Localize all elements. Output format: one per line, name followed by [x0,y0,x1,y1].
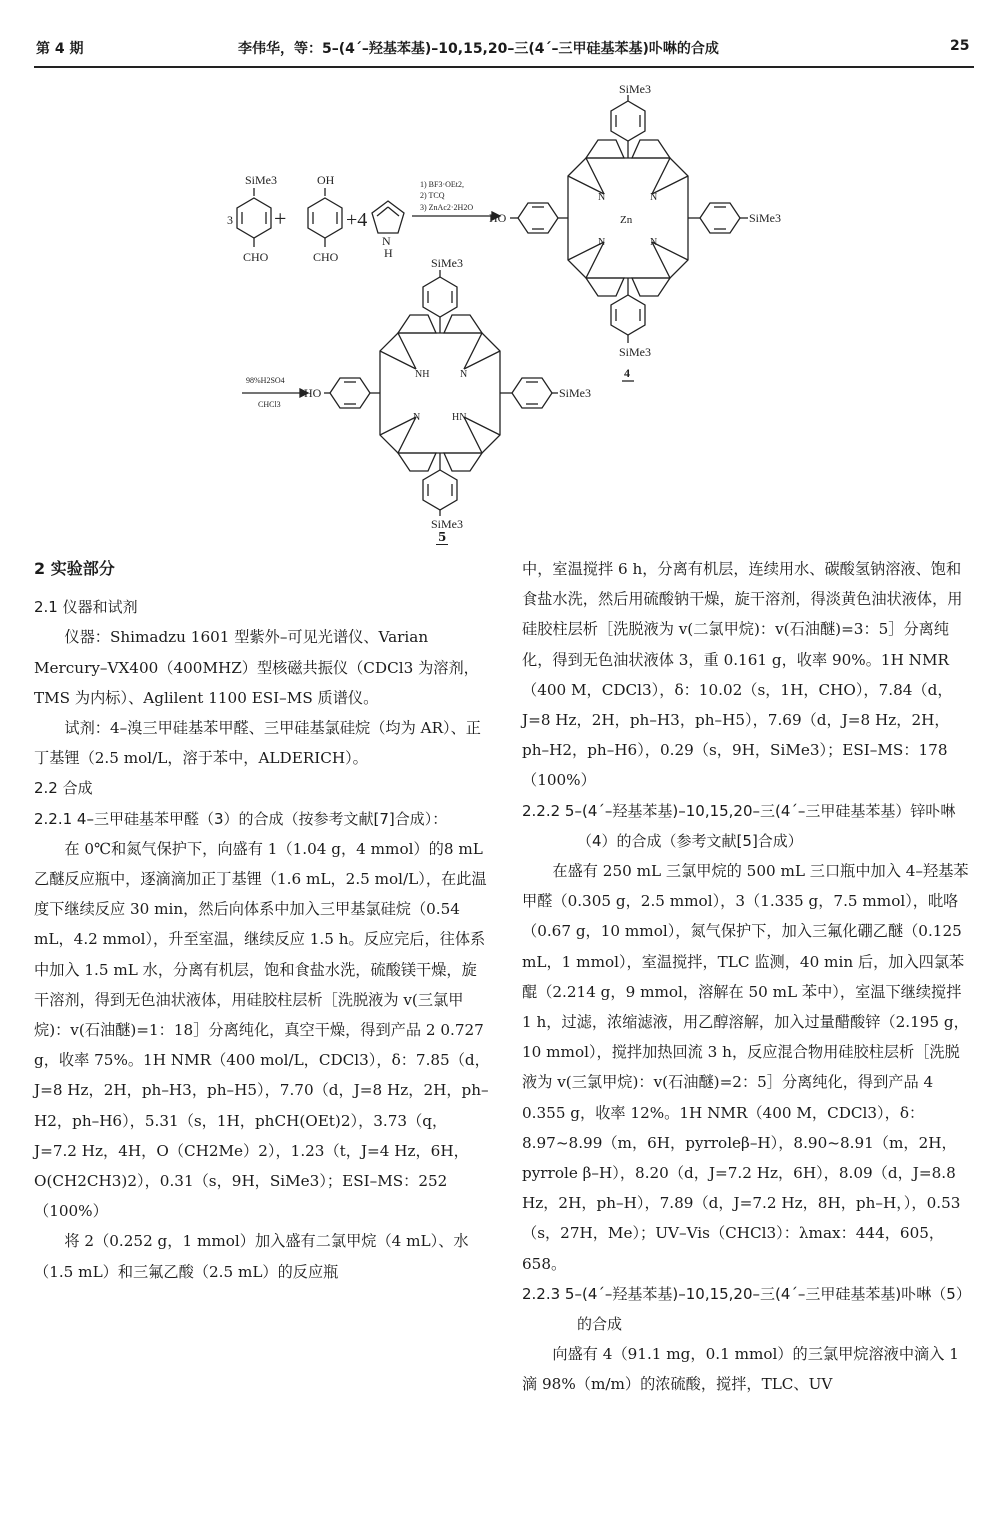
section-heading: 2 实验部分 [34,559,115,578]
page-number: 25 [950,38,970,54]
reactant-aldehyde-tms [237,188,271,247]
p4-right-sime3: SiMe3 [749,211,782,225]
p4-ho: HO [489,211,507,225]
condition-4: 98%H2SO4 [246,376,285,385]
p4-n-4: N [650,237,658,248]
reaction-scheme [0,85,1000,535]
p4-n-2: N [650,192,658,203]
p5-right-sime3: SiMe3 [559,386,592,400]
pyrrole-n: N [382,234,391,248]
p5-nh: NH [415,369,430,380]
p5-n-1: N [460,369,468,380]
paragraph: 试剂：4–溴三甲硅基苯甲醛、三甲硅基氯硅烷（均为 AR）、正丁基锂（2.5 mol/L，溶于苯中，ALDERICH）。 [34,719,481,768]
paragraph: 向盛有 4（91.1 mg，0.1 mmol）的三氯甲烷溶液中滴入 1 滴 98%（m/m）的浓硫酸，搅拌，TLC、UV [522,1345,959,1394]
reactant1-cho: CHO [243,250,269,264]
subsection-heading: 2.2 合成 [34,779,93,798]
pyrrole-h: H [384,246,393,260]
paragraph: 中，室温搅拌 6 h，分离有机层，连续用水、碳酸氢钠溶液、饱和食盐水洗，然后用硫酸钠干燥，旋干溶剂，得淡黄色油状液体，用硅胶柱层析［洗脱液为 v(二氯甲烷)：v(石油醚)=3：5］分离纯化，得到无色油状液体 3，重 0.161 g，收率 90%。1H NMR（400 M，CDCl3），δ：10.02（s，1H，CHO），7.84（d，J=8 Hz，2H，ph–H3，ph–H5），7.69（d，J=8 Hz，2H，ph–H2，ph–H6），0.29（s，9H，SiMe3）；ESI–MS：178（100%） [522,560,963,790]
p4-n-1: N [598,192,606,203]
p5-ho: HO [304,386,322,400]
paragraph: 在 0℃和氮气保护下，向盛有 1（1.04 g，4 mmol）的8 mL 乙醚反应瓶中，逐滴滴加正丁基锂（1.6 mL，2.5 mol/L），在此温度下继续反应 30 min，然后向体系中加入三甲基氯硅烷（0.54 mL，4.2 mmol），升至室温，继续反应 1.5 h。反应完后，往体系中加入 1.5 mL 水，分离有机层，饱和食盐水洗，硫酸镁干燥，旋干溶剂，得到无色油状液体，用硅胶柱层析［洗脱液为 v(三氯甲烷)：v(石油醚)=1：18］分离纯化，真空干燥，得到产品 2 0.727 g，收率 75%。1H NMR（400 mol/L，CDCl3），δ：7.85（d，J=8 Hz，2H，ph–H3，ph–H5），7.70（d，J=8 Hz，2H，ph–H2，ph–H6），5.31（s，1H，phCH(OEt)2），3.73（q，J=7.2 Hz，4H，O（CH2Me）2），1.23（t，J=4 Hz，6H，O(CH2CH3)2），0.31（s，9H，SiMe3）；ESI–MS：252（100%） [34,839,490,1221]
issue-number: 第 4 期 [36,41,84,57]
condition-1: 1) BF3·OEt2, [420,180,464,189]
reactant1-coefficient: 3 [227,213,233,227]
subsubsection-heading: 2.2.1 4–三甲硅基苯甲醛（3）的合成（按参考文献[7]合成）： [34,809,448,828]
right-column [522,554,974,1400]
condition-3: 3) ZnAc2·2H2O [420,203,474,212]
compound-label-5: 5 [438,530,447,544]
reactant1-sime3: SiMe3 [245,173,278,187]
condition-2: 2) TCQ [420,191,445,200]
subsection-heading: 2.1 仪器和试剂 [34,598,138,617]
pyrrole-ring [372,201,404,233]
p4-top-sime3: SiMe3 [619,85,652,96]
p5-top-sime3: SiMe3 [431,256,464,270]
p5-n-2: N [413,412,421,423]
p5-bottom-sime3: SiMe3 [431,517,464,531]
paragraph: 将 2（0.252 g，1 mmol）加入盛有二氯甲烷（4 mL）、水（1.5 mL）和三氟乙酸（2.5 mL）的反应瓶 [34,1232,469,1281]
left-column [34,554,490,1287]
compound-label-4: 4 [624,366,630,380]
subsubsection-heading: 2.2.3 5–(4´–羟基苯基)–10,15,20–三(4´–三甲硅基苯基)卟啉（5）的合成 [522,1284,971,1334]
p5-hn: HN [452,412,467,423]
reactant2-oh: OH [317,173,335,187]
plus-sign-1: + [274,206,287,231]
zinc-label: Zn [620,214,633,226]
condition-5: CHCl3 [258,400,281,409]
reactant-hydroxy-benzaldehyde [308,188,342,247]
paragraph: 仪器：Shimadzu 1601 型紫外–可见光谱仪、Varian Mercury–VX400（400MHZ）型核磁共振仪（CDCl3 为溶剂，TMS 为内标）、Aglilent 1100 ESI–MS 质谱仪。 [34,628,479,707]
paragraph: 在盛有 250 mL 三氯甲烷的 500 mL 三口瓶中加入 4–羟基苯甲醛（0.305 g，2.5 mmol），3（1.335 g，7.5 mmol），吡咯（0.67 g，10 mmol），氮气保护下，加入三氟化硼乙醚（0.125 mL，1 mmol），室温搅拌，TLC 监测，40 min 后，加入四氯苯醌（2.214 g，9 mmol，溶解在 50 mL 苯中），室温下继续搅拌 1 h，过滤，浓缩滤液，用乙醇溶解，加入过量醋酸锌（2.195 g，10 mmol），搅拌加热回流 3 h，反应混合物用硅胶柱层析［洗脱液为 v(三氯甲烷)：v(石油醚)=2：5］分离纯化，得到产品 4 0.355 g，收率 12%。1H NMR（400 M，CDCl3），δ：8.97~8.99（m，6H，pyrroleβ–H），8.90~8.91（m，2H，pyrrole β–H），8.20（d，J=7.2 Hz，6H），8.09（d，J=8.8 Hz，2H，ph–H），7.89（d，J=7.2 Hz，8H，ph–H，），0.53（s，27H，Me）；UV–Vis（CHCl3）：λmax：444，605，658。 [522,862,969,1273]
p4-n-3: N [598,237,606,248]
header-rule [34,66,974,68]
subsubsection-heading: 2.2.2 5–(4´–羟基苯基)–10,15,20–三(4´–三甲硅基苯基）锌卟啉（4）的合成（参考文献[5]合成） [522,801,956,850]
running-title: 李伟华，等：5–(4´–羟基苯基)–10,15,20–三(4´–三甲硅基苯基)卟啉的合成 [238,41,719,57]
reactant2-cho: CHO [313,250,339,264]
p4-bottom-sime3: SiMe3 [619,345,652,359]
free-base-porphyrin-core [380,315,500,471]
plus-sign-2: +4 [346,209,368,231]
